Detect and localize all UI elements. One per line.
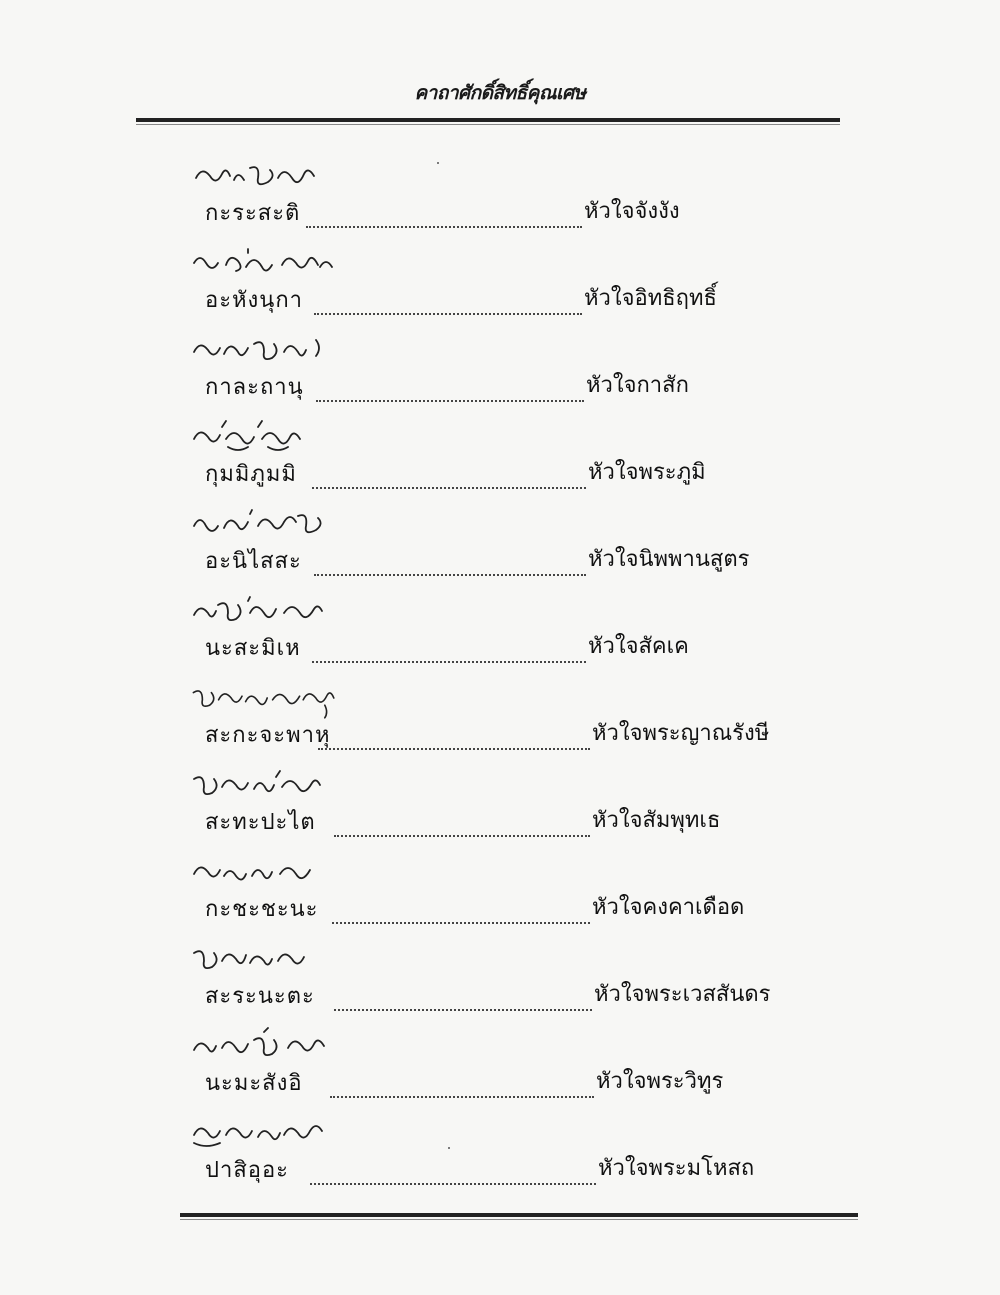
entry-meaning: หัวใจกาสัก: [586, 373, 689, 398]
entry: [0, 332, 1000, 419]
scan-speck: [437, 162, 439, 164]
dotted-leader: [318, 748, 590, 750]
entry-word: สะระนะตะ: [205, 984, 315, 1009]
entry-word: กะชะชะนะ: [205, 897, 319, 922]
dotted-leader: [334, 835, 590, 837]
dotted-leader: [314, 574, 586, 576]
entry-meaning: หัวใจสัมพุทเธ: [592, 808, 721, 833]
dotted-leader: [330, 1096, 594, 1098]
entry-meaning: หัวใจนิพพานสูตร: [588, 547, 750, 572]
footer-rule: [180, 1213, 858, 1217]
entry-word: สะกะจะพาหุ: [205, 723, 331, 748]
entry-meaning: หัวใจอิทธิฤทธิ์: [584, 286, 717, 311]
entry-meaning: หัวใจพระญาณรังษี: [592, 721, 770, 746]
entry-word: ปาสิอุอะ: [205, 1158, 289, 1183]
khmer-script-line-6: [188, 593, 368, 629]
entry: [0, 245, 1000, 332]
entry-word: นะมะสังอิ: [205, 1071, 303, 1096]
dotted-leader: [316, 400, 584, 402]
dotted-leader: [312, 661, 586, 663]
footer-rule-thin: [180, 1219, 858, 1220]
page-header-title: คาถาศักดิ์สิทธิ์คุณเศษ: [414, 82, 586, 104]
entry: [0, 680, 1000, 767]
entry-word: กุมมิภูมมิ: [205, 462, 297, 487]
dotted-leader: [306, 226, 582, 228]
entry: [0, 767, 1000, 854]
khmer-script-line-9: [188, 854, 368, 890]
khmer-script-line-1: [188, 158, 368, 194]
khmer-script-line-4: [188, 419, 368, 455]
entry: [0, 1028, 1000, 1115]
entry-meaning: หัวใจคงคาเดือด: [592, 895, 745, 920]
entry-meaning: หัวใจพระมโหสถ: [598, 1156, 755, 1181]
entry-word: กะระสะติ: [205, 201, 301, 226]
entry-meaning: หัวใจพระวิทูร: [596, 1069, 724, 1094]
entry-word: อะหังนุกา: [205, 288, 303, 313]
khmer-script-line-5: [188, 506, 368, 542]
entry-word: สะทะปะไต: [205, 810, 316, 835]
entry-meaning: หัวใจพระเวสสันดร: [594, 982, 771, 1007]
khmer-script-line-12: [188, 1115, 368, 1151]
scan-speck: [448, 1147, 450, 1149]
entry: [0, 593, 1000, 680]
entry-meaning: หัวใจสัคเค: [588, 634, 689, 659]
dotted-leader: [334, 1009, 592, 1011]
entry: [0, 1115, 1000, 1202]
entry-word: กาละถานุ: [205, 375, 304, 400]
entry: [0, 506, 1000, 593]
dotted-leader: [332, 922, 590, 924]
khmer-script-line-8: [188, 767, 368, 803]
khmer-script-line-10: [188, 941, 368, 977]
entry-meaning: หัวใจพระภูมิ: [588, 460, 706, 485]
entry-meaning: หัวใจจังงัง: [584, 199, 680, 224]
entry-word: นะสะมิเห: [205, 636, 301, 661]
entry: [0, 854, 1000, 941]
dotted-leader: [310, 1183, 596, 1185]
dotted-leader: [314, 313, 582, 315]
entry: [0, 419, 1000, 506]
entry: [0, 941, 1000, 1028]
khmer-script-line-3: [188, 332, 368, 368]
dotted-leader: [312, 487, 586, 489]
khmer-script-line-2: [188, 245, 368, 281]
khmer-script-line-11: [188, 1028, 368, 1064]
entry: [0, 158, 1000, 245]
entry-word: อะนิไสสะ: [205, 549, 302, 574]
khmer-script-line-7: [188, 680, 368, 716]
